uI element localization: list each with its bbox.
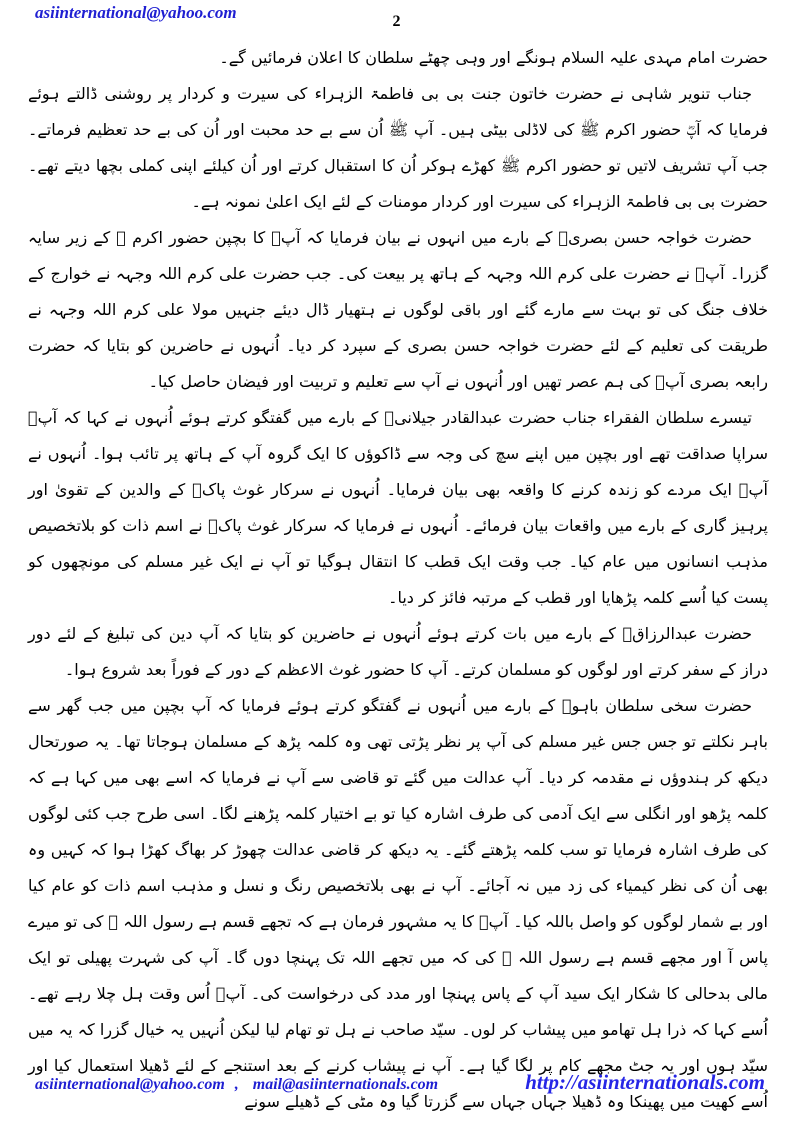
body-paragraph-continuation: حضرت امام مہدی علیہ السلام ہونگے اور وہی چھٹے سلطان کا اعلان فرمائیں گے۔ bbox=[219, 48, 768, 67]
page-number: 2 bbox=[392, 13, 401, 30]
footer-email-primary-link[interactable]: asiinternational@yahoo.com bbox=[35, 1076, 225, 1093]
header-email-link[interactable]: asiinternational@yahoo.com bbox=[35, 3, 237, 22]
footer-website-link[interactable]: http://asiinternationals.com bbox=[525, 1070, 765, 1094]
footer-email-secondary-link[interactable]: mail@asiinternationals.com bbox=[252, 1076, 439, 1093]
body-paragraph-sultan-bahu: حضرت سخی سلطان باہوؒ کے بارے میں اُنہوں نے گفتگو کرتے ہوئے فرمایا کہ آپ بچپن میں جب گھر سے باہر نکلتے تو جس جس غیر مسلم کی آپ پر نظر پڑتی تھی وہ کلمہ پڑھ کے مسلمان ہوجاتا تھا۔ یہ صورتحال دیکھ کر ہندوؤں نے مقدمہ کر دیا۔ آپ عدالت میں گئے تو قاضی سے آپ نے فرمایا کہ اسے بھی میں کہا ہے کہ کلمہ پڑھو اور انگلی سے ایک آدمی کی طرف اشارہ کیا تو بے اختیار کلمہ پڑھنے لگا۔ اسی طرح جب کئی لوگوں کی طرف اشارہ فرمایا تو سب کلمہ پڑھتے گئے۔ یہ دیکھ کر قاضی عدالت چھوڑ کر بھاگ کھڑا ہوا کہ کہیں وہ بھی اُن کی نظر کیمیاء کی زد میں نہ آجائے۔ آپ نے بھی بلاتخصیص رنگ و نسل و مذہب اسم ذات کو عام کیا اور بے شمار لوگوں کو واصل باللہ کیا۔ آپؒ کا یہ مشہور فرمان ہے کہ تجھے قسم ہے رسول اللہ ﷺ کی تو میرے پاس آ اور مجھے قسم ہے رسول اللہ ﷺ کی کہ میں تجھے اللہ تک پہنچا دوں گا۔ آپ کی شہرت پھیلی تو ایک مالی بدحالی کا شکار ایک سید آپ کے پاس پہنچا اور مدد کی درخواست کی۔ آپؒ اُس وقت ہل چلا رہے تھے۔ اُسے کہا کہ ذرا ہل تھامو میں پیشاب کر لوں۔ سیّد صاحب نے ہل تو تھام لیا لیکن اُنہیں یہ خیال گزرا کہ یہ میں سیّد ہوں اور یہ جٹ مجھے کام پر لگا گیا ہے۔ آپ نے پیشاب کرنے کے بعد استنجے کے لئے ڈھیلا استعمال کیا اور اُسے کھیت میں پھینکا وہ ڈھیلا جہاں جہاں سے گزرتا گیا وہ مٹی کے ڈھیلے سونے bbox=[28, 696, 769, 1111]
document-body bbox=[28, 40, 768, 1120]
footer-separator: , bbox=[234, 1076, 239, 1093]
body-paragraph-abdul-razzaq: حضرت عبدالرزاقؓ کے بارے میں بات کرتے ہوئے اُنہوں نے حاضرین کو بتایا کہ آپ دین کی تبلیغ کے لئے دور دراز کے سفر کرتے اور لوگوں کو مسلمان کرتے۔ آپ کا حضور غوث الاعظم کے دور کے فوراً بعد شروع ہوا۔ bbox=[28, 624, 768, 679]
body-paragraph-abdul-qadir-jilani: تیسرے سلطان الفقراء جناب حضرت عبدالقادر جیلانیؒ کے بارے میں گفتگو کرتے ہوئے اُنہوں نے کہا کہ آپؒ سراپا صداقت تھے اور بچپن میں اپنے سچ کی وجہ سے ڈاکوؤں کا ایک گروہ آپ کے ہاتھ پر تائب ہوا۔ اُنہوں نے آپؒ ایک مردے کو زندہ کرنے کا واقعہ بھی بیان فرمایا۔ اُنہوں نے سرکار غوث پاکؒ کے والدین کے تقویٰ اور پرہیز گاری کے بارے میں واقعات بیان فرمائے۔ اُنہوں نے فرمایا کہ سرکار غوث پاکؒ نے اسم ذات کو بلاتخصیص مذہب انسانوں میں عام کیا۔ جب وقت ایک قطب کا انتقال ہوگیا تو آپ نے ایک غیر مسلم کی مونچھوں کو پست کیا اُسے کلمہ پڑھایا اور قطب کے مرتبہ فائز کر دیا۔ bbox=[28, 408, 768, 607]
body-paragraph-hasan-basri: حضرت خواجہ حسن بصریؒ کے بارے میں انہوں نے بیان فرمایا کہ آپؓ کا بچپن حضور اکرم ﷺ کے زیر سایہ گزرا۔ آپؓ نے حضرت علی کرم اللہ وجہہ کے ہاتھ پر بیعت کی۔ جب حضرت علی کرم اللہ وجہہ نے خوارج کے خلاف جنگ کی تو بہت سے مارے گئے اور باقی لوگوں نے ہتھیار ڈال دیئے جنہیں مولا علی کرم اللہ وجہہ نے طریقت کی تعلیم کے لئے حضرت خواجہ حسن بصری کے سپرد کر دیا۔ اُنہوں نے حاضرین کو بتایا کہ حضرت رابعہ بصری آپؒ کی ہم عصر تھیں اور اُنہوں نے آپ سے تعلیم و تربیت اور فیضان حاصل کیا۔ bbox=[28, 228, 768, 391]
footer-contacts bbox=[35, 1076, 438, 1094]
body-paragraph-fatima-zahra: جناب تنویر شاہی نے حضرت خاتون جنت بی بی فاطمۃ الزہراء کی سیرت و کردار پر روشنی ڈالتے ہوئے فرمایا کہ آپؓ حضور اکرم ﷺ کی لاڈلی بیٹی ہیں۔ آپ ﷺ اُن سے بے حد محبت اور اُن کی بے حد تعظیم فرماتے۔ جب آپ تشریف لاتیں تو حضور اکرم ﷺ کھڑے ہوکر اُن کا استقبال کرتے اور اُن کیلئے اپنی کملی بچھا دیتے تھے۔ حضرت بی بی فاطمۃ الزہراء کی سیرت اور کردار مومنات کے لئے ایک اعلیٰ نمونہ ہے۔ bbox=[28, 84, 768, 211]
